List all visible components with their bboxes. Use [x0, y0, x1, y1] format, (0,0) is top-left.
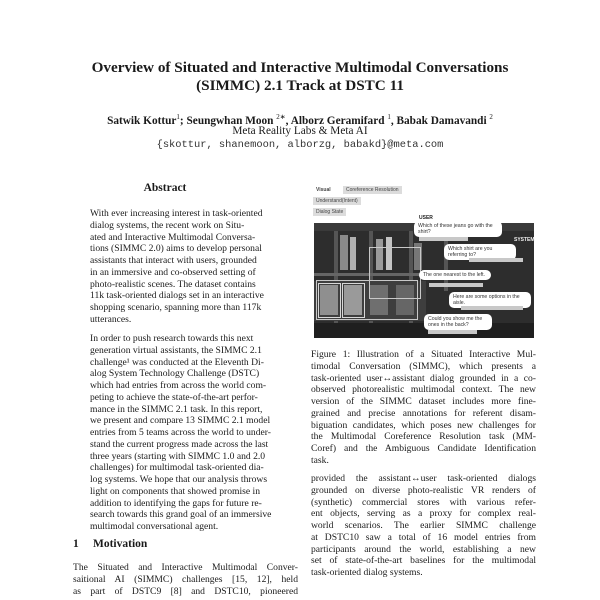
- annotation-tag: [469, 258, 523, 262]
- figure-1: [311, 186, 541, 338]
- figure-tag-visual: Visual: [316, 187, 331, 193]
- text-line: biguation candidates, which poses new challenges for: [311, 419, 536, 431]
- text-line: observed photorealistic multimodal context. The new: [311, 384, 536, 396]
- text-line: log systems. We hope that our analysis throws: [90, 474, 268, 485]
- text-line: participants around the world, establishing a new: [311, 543, 536, 555]
- user-bubble-3: Could you show me the ones in the back?: [424, 314, 492, 330]
- author-name: Satwik Kottur: [107, 114, 177, 127]
- author-mark: 2: [489, 113, 493, 121]
- author-mark: 1: [387, 113, 391, 121]
- text-line: With ever increasing interest in task-oriented: [90, 208, 263, 219]
- text-line: we present and compare 13 SIMMC 2.1 model: [90, 415, 271, 427]
- motivation-paragraph: [73, 562, 298, 597]
- right-column-paragraph: [311, 473, 536, 579]
- abstract-paragraph-2: [90, 333, 272, 533]
- text-line: mance in the SIMMC 2.1 task. In this report,: [90, 403, 263, 415]
- text-line: Figure 1: Illustration of a Situated Interactive Mul-: [311, 349, 536, 360]
- author-name: Alborz Geramifard: [290, 114, 385, 127]
- text-line: at DSTC10 saw a total of 16 model entries from: [311, 531, 536, 543]
- annotation-tag: [419, 237, 468, 241]
- text-line: version of the SIMMC dataset includes more fine-: [311, 396, 536, 407]
- annotation-tag: [461, 306, 523, 310]
- text-line: task-oriented dialog systems.: [311, 567, 423, 578]
- author-separator: ,: [390, 114, 394, 127]
- text-line: task-oriented user↔assistant dialog grounded in a co-: [311, 372, 536, 384]
- referent-box: [369, 247, 421, 299]
- text-line: ent objects, serving as a proxy for complex real-: [311, 508, 536, 520]
- author-mark: 1: [176, 113, 180, 121]
- text-line: (synthetic) commercial stores with various refer-: [311, 496, 536, 508]
- text-line: addition to identifying the gaps for future re-: [90, 497, 262, 509]
- author-mark: 2∗: [276, 113, 286, 121]
- annotation-tag: [429, 283, 483, 287]
- text-line: shopping scenario, spanning more than 117k: [90, 302, 262, 313]
- author-emails: {skottur, shanemoon, alborzg, babakd}@meta.com: [156, 139, 444, 151]
- text-line: ated and Interactive Multimodal Conversa-: [90, 231, 256, 243]
- text-line: In order to push research towards this next: [90, 333, 254, 344]
- text-line: challenges) for multimodal task-oriented dia-: [90, 462, 264, 474]
- author-name: Seungwhan Moon: [186, 114, 274, 127]
- text-line: grained and precise annotations for referent disam-: [311, 407, 536, 419]
- text-line: tions (SIMMC 2.0) aims to develop personal: [90, 243, 262, 255]
- text-line: dialog systems, the recent work on Situ-: [90, 219, 245, 231]
- text-line: Coref) and the Ambiguous Candidate Identification: [311, 443, 536, 454]
- system-bubble-1: Which shirt are you referring to?: [444, 244, 516, 260]
- annotation-tag: [428, 330, 477, 334]
- text-line: light on components that showed promise in: [90, 485, 261, 497]
- system-bubble-2: Here are some options in the aisle.: [449, 292, 531, 308]
- paper-title: [60, 59, 540, 95]
- text-line: search towards this grand goal of an immersive: [90, 509, 272, 521]
- figure-1-caption: [311, 349, 536, 467]
- affiliation: Meta Reality Labs & Meta AI: [232, 125, 368, 137]
- user-bubble-1: Which of these jeans go with the shirt?: [414, 221, 502, 237]
- text-line: saitional AI (SIMMC) challenges [15, 12], held: [73, 573, 298, 585]
- author-separator: ,: [285, 114, 289, 127]
- text-line: as part of DSTC9 [8] and DSTC10, pioneered: [73, 585, 298, 597]
- section-heading-motivation: [73, 538, 147, 550]
- text-line: three years (starting with SIMMC 1.0 and 2.0: [90, 450, 266, 462]
- text-line: The Situated and Interactive Multimodal Conver-: [73, 562, 298, 573]
- text-line: utterances.: [90, 313, 132, 325]
- abstract-heading: Abstract: [143, 182, 187, 194]
- text-line: timodal Conversation (SIMMC), which presents a: [311, 360, 536, 372]
- text-line: peting to achieve the state-of-the-art perfor-: [90, 391, 258, 403]
- text-line: alog System Technology Challenge (DSTC): [90, 368, 260, 380]
- text-line: multimodal conversational agent.: [90, 521, 219, 532]
- author-name: Babak Damavandi: [396, 114, 487, 127]
- abstract-paragraph-1: [90, 208, 264, 326]
- text-line: which had entries from across the world com-: [90, 380, 267, 391]
- title-line-2: (SIMMC) 2.1 Track at DSTC 11: [196, 77, 404, 94]
- title-line-1: Overview of Situated and Interactive Multimodal Conversations: [91, 59, 509, 76]
- text-line: task.: [311, 454, 329, 466]
- figure-tag-coref: Coreference Resolution: [343, 186, 402, 194]
- author-separator: ;: [179, 114, 184, 127]
- text-line: world scenarios. The earlier SIMMC challenge: [311, 520, 536, 531]
- text-line: generation virtual assistants, the SIMMC 2.1: [90, 344, 262, 356]
- text-line: provided the assistant↔user task-oriented dialogs: [311, 473, 536, 484]
- section-number: 1: [73, 538, 79, 550]
- text-line: grounded on diverse photo-realistic VR renders of: [311, 484, 536, 496]
- text-line: set of state-of-the-art baselines for the multimodal: [311, 555, 536, 567]
- text-line: in an immersive and co-observed setting of: [90, 266, 256, 278]
- figure-tag-intent: Understand(Intent): [313, 197, 361, 205]
- user-bubble-2: The one nearest to the left.: [419, 270, 491, 280]
- figure-tag-dialog-state: Dialog State: [313, 208, 346, 216]
- text-line: entries from 5 teams across the world to under-: [90, 427, 271, 438]
- text-line: challenge¹ was conducted at the Eleventh Di-: [90, 356, 264, 368]
- text-line: 11k task-oriented dialogs set in an interactive: [90, 290, 264, 302]
- section-title: Motivation: [93, 538, 148, 550]
- text-line: stand the current progress made across the last: [90, 438, 269, 450]
- user-label: USER: [419, 215, 433, 221]
- text-line: the Multimodal Coreference Resolution task (MM-: [311, 431, 536, 443]
- text-line: photo-realistic scenes. The dataset contains: [90, 278, 256, 290]
- text-line: assistants that interact with users, grounded: [90, 255, 257, 266]
- system-label: SYSTEM: [514, 237, 535, 243]
